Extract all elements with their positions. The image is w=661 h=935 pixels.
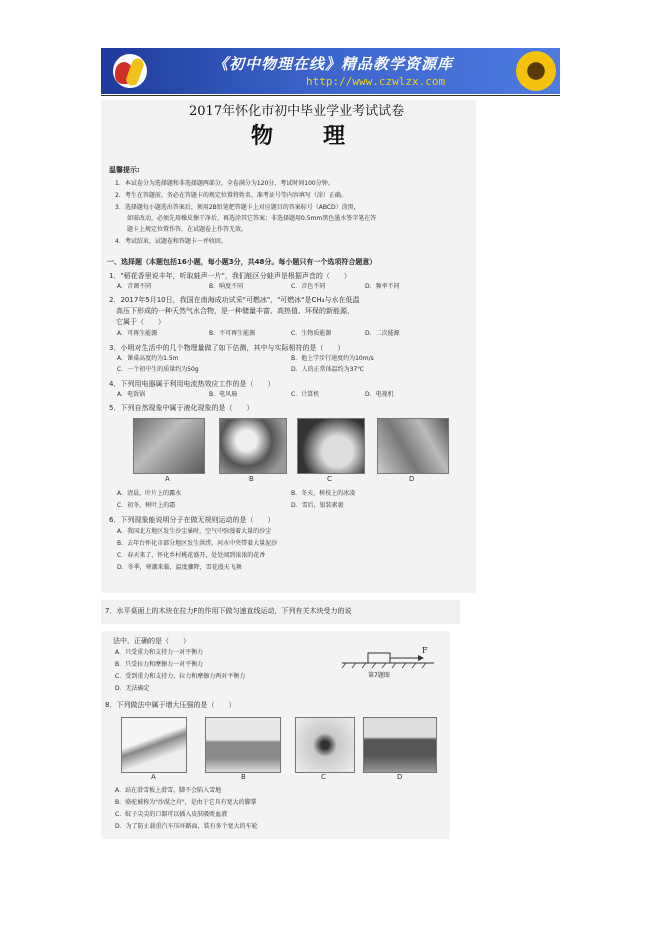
q1-option-b: B．响度不同	[209, 283, 244, 290]
question-6-stem: 6．下列现象能说明分子在做无规则运动的是（ ）	[109, 516, 275, 524]
q6-option-d: D．冬季，寒潮来临，温度骤降，雪花漫天飞舞	[117, 564, 242, 571]
wooden-block	[368, 653, 390, 663]
q7-option-c: C．受到重力和支持力、拉力和摩擦力两对平衡力	[115, 673, 246, 680]
q1-option-d: D．频率不同	[365, 283, 400, 290]
question-2-stem: 它属于（ ）	[109, 318, 165, 326]
q8-option-a: A．站在滑雪板上滑雪，脚不会陷入雪地	[115, 787, 222, 794]
q8-photo-label: A	[151, 773, 156, 781]
q4-option-b: B．电风扇	[209, 391, 238, 398]
notice-item: 4．考试结束，试题卷和答题卡一并收回。	[115, 238, 227, 245]
question-5-stem: 5．下列自然现象中属于液化现象的是（ ）	[109, 404, 254, 412]
exam-scan-page-2	[101, 631, 450, 839]
notice-item: 如需改动，必须先用橡皮擦干净后，再选涂其它答案；非选择题用0.5mm黑色墨水签字笔在答	[115, 215, 377, 222]
q6-option-c: C．春天来了，怀化乡村桃花盛开，处处闻到浓浓的花香	[117, 552, 266, 559]
q1-option-c: C．音色不同	[291, 283, 326, 290]
q8-photo-label: C	[321, 773, 326, 781]
q5-photo-frost	[297, 418, 365, 474]
q2-option-d: D．二次能源	[365, 330, 400, 337]
q5-photo-snow	[377, 418, 449, 474]
q4-option-d: D．电视机	[365, 391, 394, 398]
q2-option-a: A．可再生能源	[117, 330, 158, 337]
notice-item: 2．考生在答题前，务必在答题卡的规定位置将姓名、准考证号等内容填写（涂）正确。	[115, 192, 347, 199]
q5-photo-icicle	[219, 418, 287, 474]
question-2-stem: 高压下形成的一种天然气水合物，是一种储量丰富、高热值、环保的新能源，	[109, 307, 354, 315]
q6-option-b: B．去年台怀化市部分地区发生洪涝，河水中夹带着大量泥沙	[117, 540, 278, 547]
q2-option-b: B．不可再生能源	[209, 330, 256, 337]
q8-option-d: D．为了防止载重汽车压坏路面，装有多个宽大的车轮	[115, 823, 258, 830]
notice-item: 题卡上规定位置作答，在试题卷上作答无效。	[115, 226, 248, 233]
question-1-stem: 1．"稻花香里说丰年，听取蛙声一片"，我们能区分蛙声是根据声音的（ ）	[109, 272, 351, 280]
q5-option-d: D．雪后，银装素裹	[291, 502, 344, 509]
q5-photo-label: B	[249, 475, 254, 483]
question-2-stem: 2．2017年5月10日，我国在南海成功试采"可燃冰"，"可燃冰"是CH₄与水在低温	[109, 296, 360, 304]
force-label: F	[422, 646, 428, 655]
question-7-stem: 法中，正确的是（ ）	[113, 637, 190, 645]
q8-photo-truck	[363, 717, 437, 773]
q3-option-b: B．他上学步行速度约为10m/s	[291, 355, 374, 362]
q8-photo-label: B	[241, 773, 246, 781]
q4-option-a: A．电饭锅	[117, 391, 146, 398]
exam-scan-page-1	[101, 100, 476, 593]
banner-url[interactable]: http://www.czwlzx.com	[306, 75, 446, 88]
q7-block-diagram	[338, 645, 438, 681]
exam-title: 2017年怀化市初中毕业学业考试试卷	[189, 104, 405, 119]
arrow-head-icon	[418, 655, 424, 661]
exam-subject: 物 理	[251, 123, 360, 149]
site-banner	[101, 48, 560, 94]
q5-photo-label: D	[409, 475, 415, 483]
q8-option-c: C．蚊子尖尖的口器可以插入皮肤吸吮血液	[115, 811, 228, 818]
q3-option-a: A．课桌高度约为1.5m	[117, 355, 179, 362]
q8-photo-label: D	[397, 773, 403, 781]
q8-option-b: B．骆驼被称为"沙漠之舟"，是由于它具有宽大的脚掌	[115, 799, 257, 806]
q5-photo-label: A	[165, 475, 170, 483]
question-3-stem: 3．小明对生活中的几个物理量做了如下估测，其中与实际相符的是（ ）	[109, 344, 345, 352]
question-8-stem: 8．下列做法中属于增大压强的是（ ）	[105, 701, 236, 709]
q5-photo-label: C	[327, 475, 332, 483]
section-heading: 一、选择题（本题包括16小题，每小题3分，共48分。每小题只有一个选项符合题意）	[107, 258, 377, 266]
q5-photo-dew	[133, 418, 205, 474]
q8-photo-skier	[121, 717, 187, 773]
q5-option-b: B．冬天，树枝上的冰凌	[291, 490, 356, 497]
q8-photo-mosquito	[295, 717, 355, 773]
q2-option-c: C．生物质能源	[291, 330, 332, 337]
question-7-stem: 7．水平桌面上的木块在拉力F的作用下做匀速直线运动，下列有关木块受力的说	[105, 607, 352, 615]
q5-option-c: C．初冬，树叶上的霜	[117, 502, 176, 509]
figure-caption: 第7题图	[368, 672, 390, 679]
q7-option-a: A．只受重力和支持力一对平衡力	[115, 649, 204, 656]
q1-option-a: A．音调不同	[117, 283, 152, 290]
notice-item: 3．选择题每小题选出答案后，须用2B铅笔把答题卡上对应题目的答案标号（ABCD）涂黑，	[115, 204, 360, 211]
sunflower-icon	[516, 51, 556, 91]
notice-heading: 温馨提示:	[109, 166, 140, 174]
q4-option-c: C．计算机	[291, 391, 320, 398]
banner-title: 《初中物理在线》精品教学资源库	[213, 55, 454, 73]
q7-option-d: D．无法确定	[115, 685, 150, 692]
q3-option-c: C．一个初中生的质量约为50g	[117, 366, 199, 373]
q6-option-a: A．我国北方地区发生沙尘暴时，空气中弥漫着大量的沙尘	[117, 528, 272, 535]
banner-divider	[101, 95, 560, 96]
q8-photo-camel	[205, 717, 281, 773]
q3-option-d: D．人的正常体温约为37℃	[291, 366, 364, 373]
notice-item: 1．本试卷分为选择题和非选择题两部分，全卷满分为120分，考试时间100分钟。	[115, 180, 334, 187]
q7-option-b: B．只受拉力和摩擦力一对平衡力	[115, 661, 204, 668]
exam-scan-strip	[101, 600, 460, 624]
question-4-stem: 4．下列用电器属于利用电流热效应工作的是（ ）	[109, 380, 275, 388]
q5-option-a: A．清晨，叶片上的露水	[117, 490, 182, 497]
